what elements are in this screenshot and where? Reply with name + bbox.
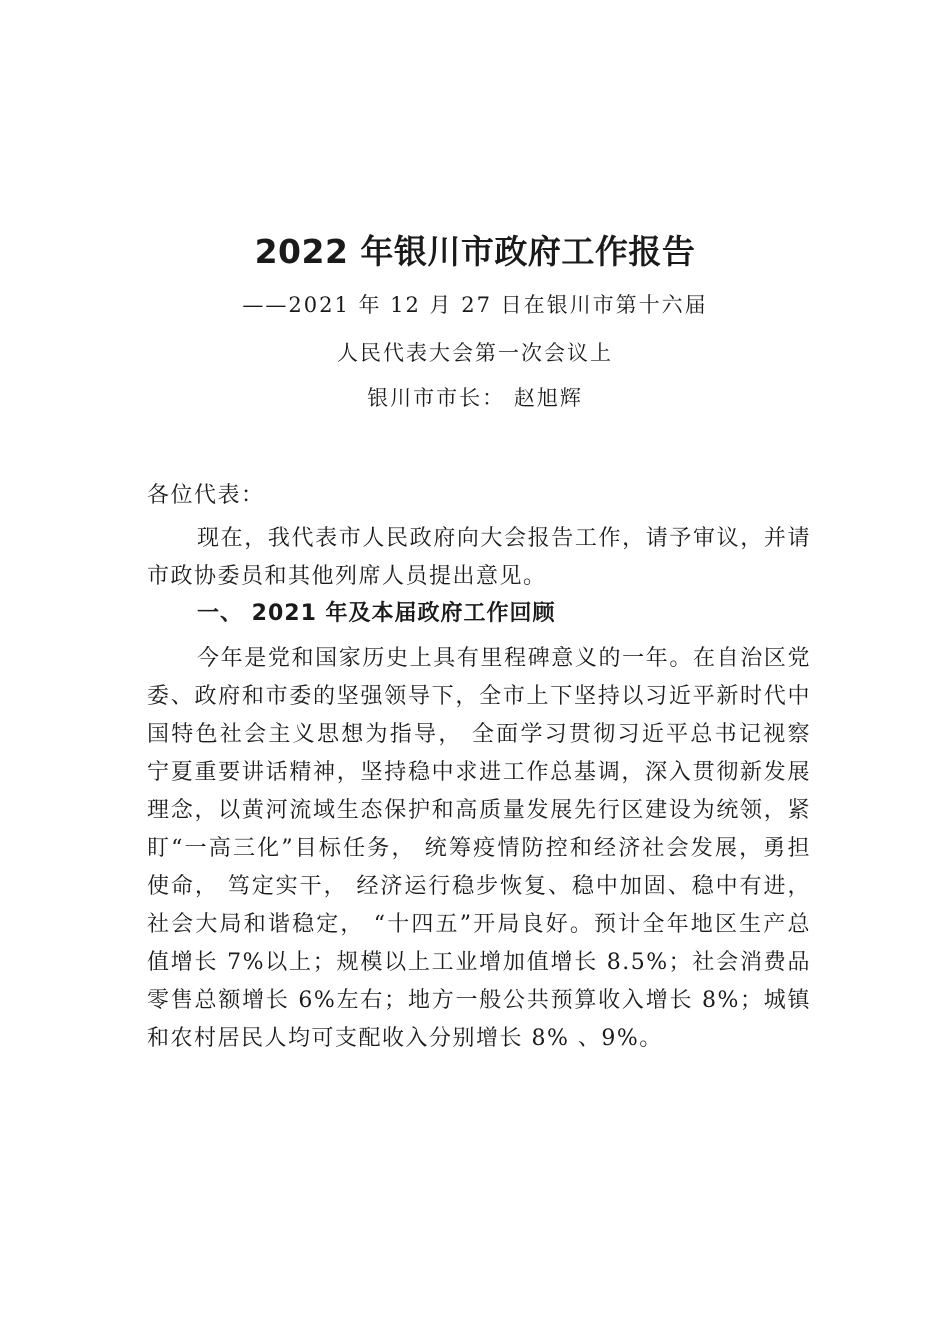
opening-paragraph: 现在，我代表市人民政府向大会报告工作，请予审议，并请市政协委员和其他列席人员提出意见。 (147, 526, 811, 589)
document-title: 2022 年银川市政府工作报告 (254, 232, 696, 271)
speaker-line: 银川市市长： 赵旭辉 (367, 386, 583, 410)
section-heading: 一、 2021 年及本届政府工作回顾 (197, 601, 556, 626)
salutation: 各位代表： (147, 483, 265, 508)
subtitle-meeting-line: 人民代表大会第一次会议上 (337, 341, 613, 365)
subtitle-date-line: ——2021 年 12 月 27 日在银川市第十六届 (242, 293, 708, 317)
review-paragraph: 今年是党和国家历史上具有里程碑意义的一年。在自治区党委、政府和市委的坚强领导下，全市上下坚持以习近平新时代中国特色社会主义思想为指导， 全面学习贯彻习近平总书记视察宁夏重要讲话精神，坚持稳中求进工作总基调，深入贯彻新发展理念，以黄河流域生态保护和高质量发展先行区建设为统领，紧盯“一高三化”目标任务， 统筹疫情防控和经济社会发展，勇担使命， 笃定实干， 经济运行稳步恢复、稳中加固、稳中有进， 社会大局和谐稳定， “十四五”开局良好。预计全年地区生产总值增长 7%以上；规模以上工业增加值增长 8.5%；社会消费品零售总额增长 6%左右；地方一般公共预算收入增长 8%；城镇和农村居民人均可支配收入分别增长 8% 、9%。 (147, 646, 811, 1051)
